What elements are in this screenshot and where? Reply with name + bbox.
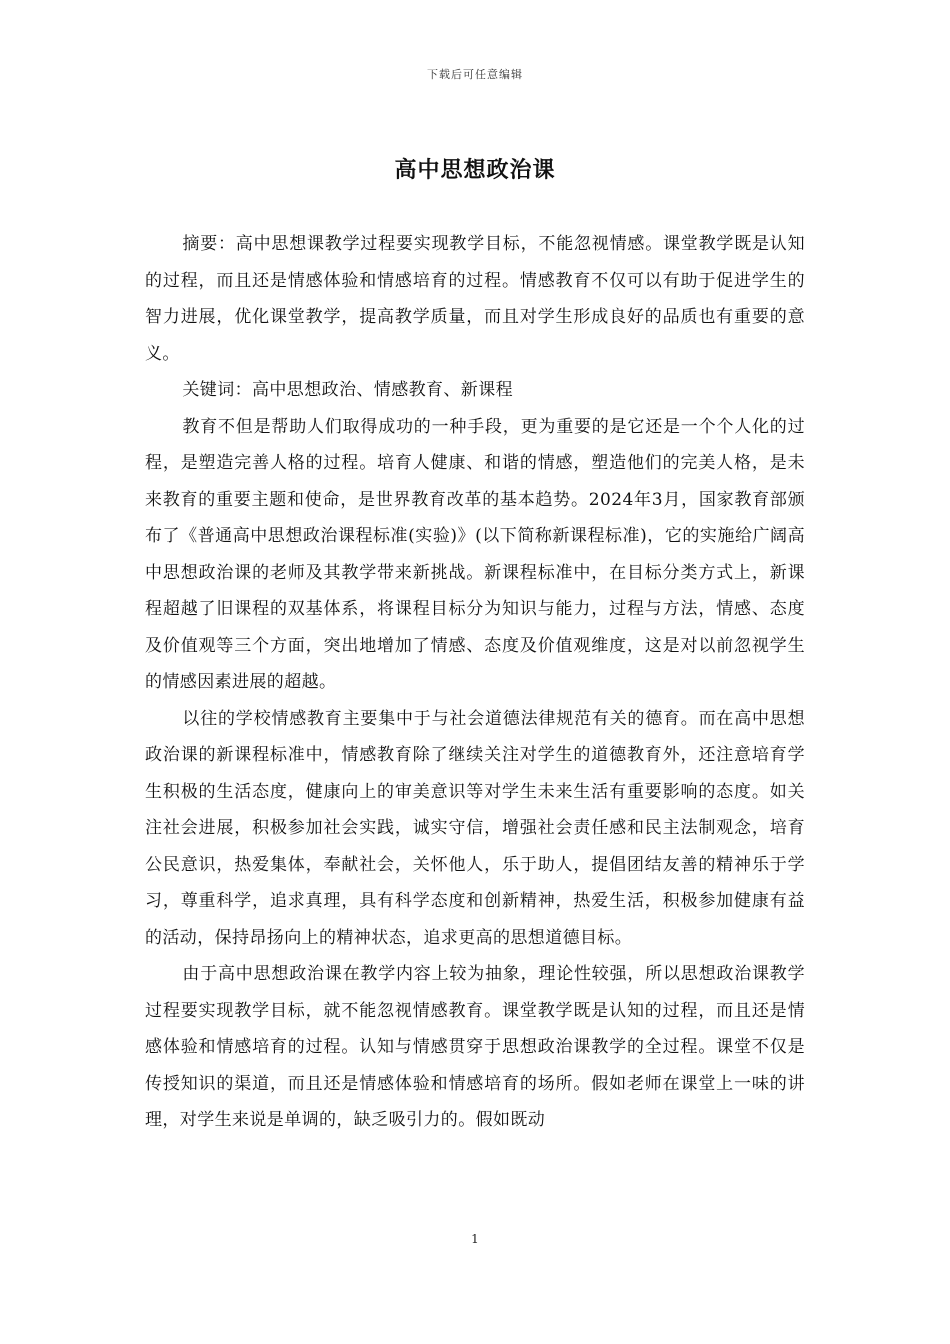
abstract-paragraph: 摘要：高中思想课教学过程要实现教学目标，不能忽视情感。课堂教学既是认知的过程，而且还是情感体验和情感培育的过程。情感教育不仅可以有助于促进学生的智力进展，优化课堂教学，提高教学质量，而且对学生形成良好的品质也有重要的意义。 <box>145 234 805 364</box>
body-paragraph-1: 教育不但是帮助人们取得成功的一种手段，更为重要的是它还是一个个人化的过程，是塑造完善人格的过程。培育人健康、和谐的情感，塑造他们的完美人格，是未来教育的重要主题和使命，是世界教育改革的基本趋势。2024年3月，国家教育部颁布了《普通高中思想政治课程标准(实验)》(以下简称新课程标准)，它的实施给广阔高中思想政治课的老师及其教学带来新挑战。新课程标准中，在目标分类方式上，新课程超越了旧课程的双基体系，将课程目标分为知识与能力，过程与方法，情感、态度及价值观等三个方面，突出地增加了情感、态度及价值观维度，这是对以前忽视学生的情感因素进展的超越。 <box>145 416 805 692</box>
page-number: 1 <box>471 1232 479 1246</box>
document-body <box>145 226 805 1139</box>
body-paragraph-3: 由于高中思想政治课在教学内容上较为抽象，理论性较强，所以思想政治课教学过程要实现教学目标，就不能忽视情感教育。课堂教学既是认知的过程，而且还是情感体验和情感培育的过程。认知与情感贯穿于思想政治课教学的全过程。课堂不仅是传授知识的渠道，而且还是情感体验和情感培育的场所。假如老师在课堂上一味的讲理，对学生来说是单调的，缺乏吸引力的。假如既动 <box>145 964 805 1130</box>
document-title: 高中思想政治课 <box>394 157 556 183</box>
keywords-paragraph: 关键词：高中思想政治、情感教育、新课程 <box>182 380 513 400</box>
body-paragraph-2: 以往的学校情感教育主要集中于与社会道德法律规范有关的德育。而在高中思想政治课的新课程标准中，情感教育除了继续关注对学生的道德教育外，还注意培育学生积极的生活态度，健康向上的审美意识等对学生未来生活有重要影响的态度。如关注社会进展，积极参加社会实践，诚实守信，增强社会责任感和民主法制观念，培育公民意识，热爱集体，奉献社会，关怀他人，乐于助人，提倡团结友善的精神乐于学习，尊重科学，追求真理，具有科学态度和创新精神，热爱生活，积极参加健康有益的活动，保持昂扬向上的精神状态，追求更高的思想道德目标。 <box>145 708 805 948</box>
page-header-note: 下载后可任意编辑 <box>427 68 523 81</box>
